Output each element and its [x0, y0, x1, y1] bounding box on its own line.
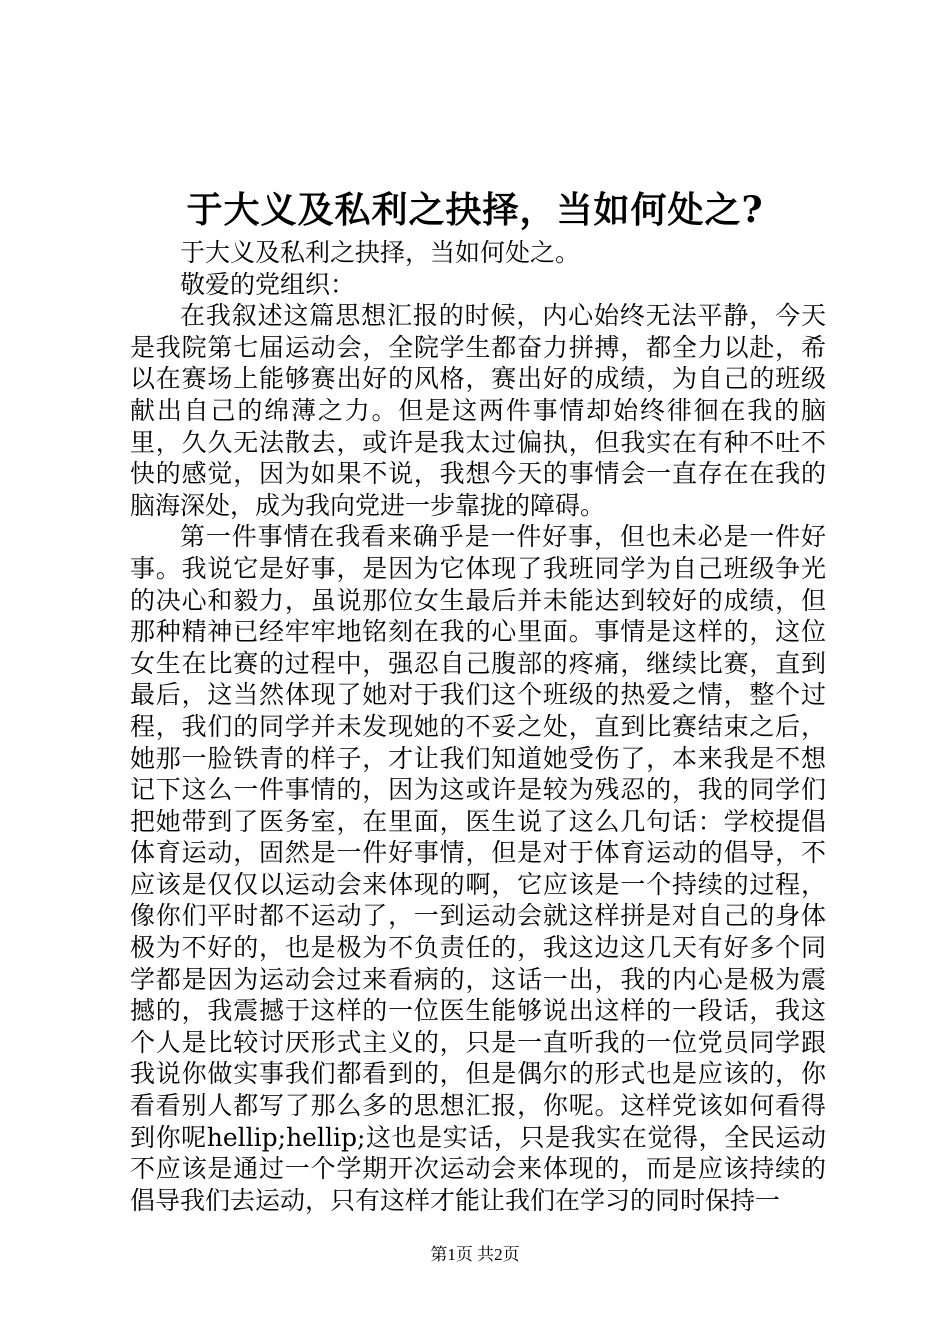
page-footer: 第1页 共2页	[430, 1245, 520, 1264]
paragraph-opening: 在我叙述这篇思想汇报的时候，内心始终无法平静，今天是我院第七届运动会，全院学生都奋力拼搏，都全力以赴，希以在赛场上能够赛出好的风格，赛出好的成绩，为自己的班级献出自己的绵薄之力。但是这两件事情却始终徘徊在我的脑里，久久无法散去，或许是我太过偏执，但我实在有种不吐不快的感觉，因为如果不说，我想今天的事情会一直存在在我的脑海深处，成为我向党进一步靠拢的障碍。	[130, 301, 826, 520]
paragraph-intro: 于大义及私利之抉择，当如何处之。	[180, 238, 581, 267]
paragraph-salutation: 敬爱的党组织：	[180, 269, 356, 299]
document-title: 于大义及私利之抉择，当如何处之?	[186, 189, 764, 231]
paragraph-first-matter: 第一件事情在我看来确乎是一件好事，但也未必是一件好事。我说它是好事，是因为它体现了我班同学为自己班级争光的决心和毅力，虽说那位女生最后并未能达到较好的成绩，但那种精神已经牢牢地铭刻在我的心里面。事情是这样的，这位女生在比赛的过程中，强忍自己腹部的疼痛，继续比赛，直到最后，这当然体现了她对于我们这个班级的热爱之情，整个过程，我们的同学并未发现她的不妥之处，直到比赛结束之后，她那一脸铁青的样子，才让我们知道她受伤了，本来我是不想记下这么一件事情的，因为这或许是较为残忍的，我的同学们把她带到了医务室，在里面，医生说了这么几句话：学校提倡体育运动，固然是一件好事情，但是对于体育运动的倡导，不应该是仅仅以运动会来体现的啊，它应该是一个持续的过程，像你们平时都不运动了，一到运动会就这样拼是对自己的身体极为不好的，也是极为不负责任的，我这边这几天有好多个同学都是因为运动会过来看病的，这话一出，我的内心是极为震撼的，我震撼于这样的一位医生能够说出这样的一段话，我这个人是比较讨厌形式主义的，只是一直听我的一位党员同学跟我说你做实事我们都看到的，但是偶尔的形式也是应该的，你看看别人都写了那么多的思想汇报，你呢。这样党该如何看得到你呢hellip;hellip;这也是实话，只是我实在觉得，全民运动不应该是通过一个学期开次运动会来体现的，而是应该持续的倡导我们去运动，只有这样才能让我们在学习的同时保持一	[130, 522, 826, 1215]
document-body	[130, 237, 826, 1216]
